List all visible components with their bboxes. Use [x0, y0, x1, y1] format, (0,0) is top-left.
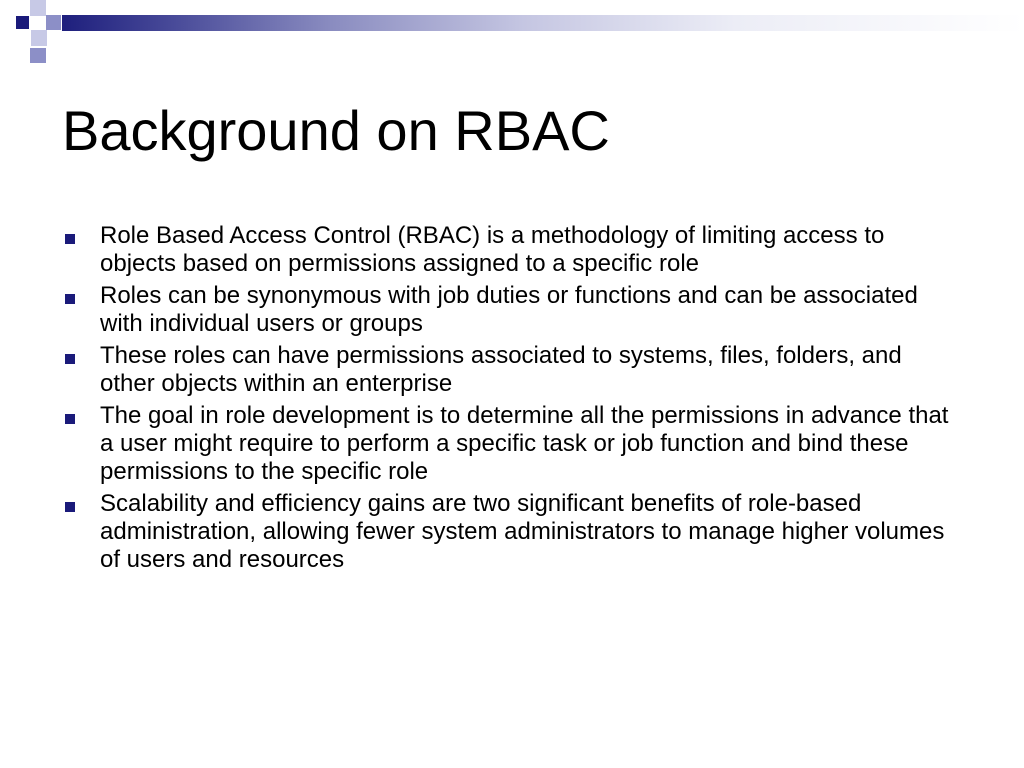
bullet-item [62, 490, 962, 574]
header-square-mid [46, 15, 61, 30]
bullet-text: Roles can be synonymous with job duties or functions and can be associated with individual users or groups [100, 282, 918, 337]
header-square-mid [30, 48, 46, 63]
bullet-text: Role Based Access Control (RBAC) is a methodology of limiting access to objects based on permissions assigned to a specific role [100, 222, 885, 277]
bullet-item [62, 402, 962, 486]
bullet-item [62, 282, 962, 338]
square-bullet-icon [65, 294, 75, 304]
bullet-item [62, 222, 962, 278]
header-square-light [30, 0, 46, 16]
header-square-light [31, 30, 47, 46]
square-bullet-icon [65, 354, 75, 364]
bullet-text: The goal in role development is to determine all the permissions in advance that a user might require to perform a specific task or job function and bind these permissions to the specific role [100, 402, 949, 485]
bullet-text: These roles can have permissions associated to systems, files, folders, and other objects within an enterprise [100, 342, 902, 397]
slide-title: Background on RBAC [62, 99, 610, 162]
square-bullet-icon [65, 234, 75, 244]
bullet-text: Scalability and efficiency gains are two significant benefits of role-based administration, allowing fewer system administrators to manage higher volumes of users and resources [100, 490, 945, 573]
square-bullet-icon [65, 502, 75, 512]
header-square-dark [16, 16, 29, 29]
bullet-list [62, 222, 962, 578]
header-gradient-bar [62, 15, 1024, 31]
bullet-item [62, 342, 962, 398]
square-bullet-icon [65, 414, 75, 424]
